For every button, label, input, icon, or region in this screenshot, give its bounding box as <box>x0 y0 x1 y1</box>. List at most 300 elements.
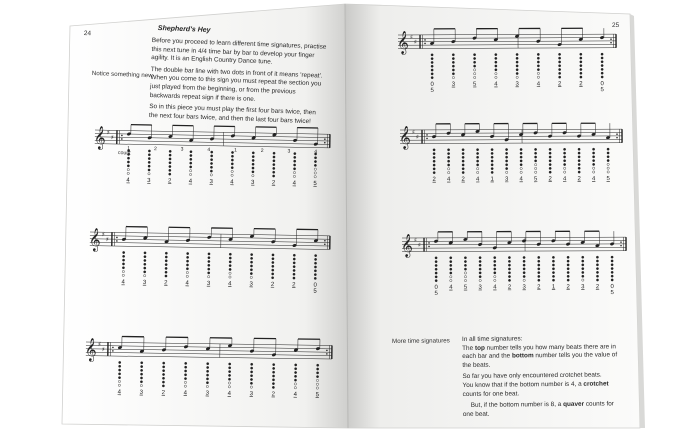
fingering-hole <box>450 264 452 266</box>
fingering-hole <box>119 361 121 363</box>
fingering-hole <box>611 279 613 281</box>
fingering-number: 5 <box>313 180 317 187</box>
fingering-number: 3 <box>249 281 253 288</box>
fingering-hole <box>250 257 252 259</box>
fingering-number: 2 <box>548 176 552 183</box>
fingering-hole <box>559 76 561 78</box>
fingering-hole <box>582 260 584 262</box>
fingering-hole <box>477 171 479 173</box>
count-number: 2 <box>260 147 264 155</box>
fingering-hole <box>189 170 191 172</box>
fingering-hole <box>462 152 464 154</box>
fingering-hole <box>578 160 580 162</box>
fingering-hole <box>567 256 569 258</box>
fingering-hole <box>537 57 539 59</box>
fingering-number: 5 <box>434 290 438 297</box>
fingering-hole <box>538 256 540 258</box>
fingering-hole <box>169 165 171 167</box>
fingering-hole <box>564 167 566 169</box>
fingering-hole <box>516 61 518 63</box>
fingering-hole <box>520 156 522 158</box>
fingering-hole <box>476 152 478 154</box>
fingering-hole <box>293 269 295 271</box>
treble-clef-icon: 𝄞 <box>400 232 413 258</box>
fingering-hole <box>140 381 142 383</box>
fingering-number: 5 <box>430 87 434 94</box>
fingering-hole <box>567 268 569 270</box>
fingering-hole <box>611 271 613 273</box>
fingering-hole <box>520 152 522 154</box>
fingering-number: 2 <box>164 280 168 287</box>
fingering-hole <box>580 61 582 63</box>
fingering-hole <box>473 57 475 59</box>
fingering-hole <box>127 161 129 163</box>
sharp-icon: ♯ <box>409 33 413 41</box>
fingering-hole <box>508 275 510 277</box>
fingering-hole <box>272 386 274 388</box>
fingering-number: 3 <box>581 284 585 291</box>
fingering-number: 4 <box>293 391 297 398</box>
fingering-hole <box>549 156 551 158</box>
fingering-hole <box>127 165 129 167</box>
fingering-hole <box>186 264 188 266</box>
fingering-hole <box>250 375 252 377</box>
fingering-hole <box>250 269 252 271</box>
sharp-icon: ♯ <box>106 129 110 137</box>
fingering-hole <box>558 53 560 55</box>
fingering-hole <box>272 254 274 256</box>
fingering-number: 0 <box>610 284 614 291</box>
fingering-hole <box>163 362 165 364</box>
fingering-hole <box>186 252 188 254</box>
fingering-hole <box>452 65 454 67</box>
fingering-hole <box>508 268 510 270</box>
fingering-hole <box>592 159 594 161</box>
fingering-hole <box>563 160 565 162</box>
fingering-hole <box>534 156 536 158</box>
fingering-hole <box>162 377 164 379</box>
fingering-hole <box>208 253 210 255</box>
fingering-hole <box>118 369 120 371</box>
fingering-hole <box>273 171 275 173</box>
fingering-number: 3 <box>505 176 509 183</box>
sharp-icon: ♯ <box>110 134 114 142</box>
fingering-hole <box>596 271 598 273</box>
intro-paragraph: Before you proceed to learn different time signatures, practise this next tune in 4/4 time bar by bar to develop your finger agility. It is an English Country Dance tune. <box>151 37 327 66</box>
fingering-hole <box>534 152 536 154</box>
fingering-hole <box>148 169 150 171</box>
sharp-icon: ♯ <box>414 38 417 46</box>
fingering-hole <box>229 363 231 365</box>
fingering-hole <box>479 276 481 278</box>
fingering-hole <box>207 276 209 278</box>
fingering-hole <box>272 371 274 373</box>
fingering-hole <box>549 163 551 165</box>
fingering-number: 4 <box>126 177 130 184</box>
fingering-hole <box>293 168 295 170</box>
fingering-hole <box>273 363 275 365</box>
fingering-hole <box>538 275 540 277</box>
fingering-hole <box>596 256 598 258</box>
fingering-hole <box>118 373 120 375</box>
fingering-hole <box>520 164 522 166</box>
fingering-hole <box>563 163 565 165</box>
count-number: 3 <box>287 148 291 155</box>
fingering-hole <box>476 164 478 166</box>
fingering-number: 3 <box>205 390 210 397</box>
sharp-icon: ♯ <box>97 341 101 349</box>
fingering-hole <box>523 260 525 262</box>
fingering-hole <box>520 160 522 162</box>
fingering-hole <box>186 260 188 262</box>
fingering-hole <box>169 158 171 160</box>
fingering-hole <box>252 174 254 176</box>
fingering-hole <box>464 276 466 278</box>
fingering-hole <box>447 152 449 154</box>
fingering-number: 2 <box>167 178 172 185</box>
fingering-hole <box>447 149 449 151</box>
fingering-hole <box>549 160 551 162</box>
fingering-hole <box>186 271 188 273</box>
fingering-hole <box>538 264 540 266</box>
fingering-number: 0 <box>313 282 317 289</box>
fingering-hole <box>229 264 231 266</box>
fingering-number: 4 <box>183 390 188 397</box>
fingering-hole <box>516 53 518 55</box>
fingering-hole <box>495 69 497 71</box>
fingering-hole <box>582 271 584 273</box>
fingering-hole <box>447 160 449 162</box>
fingering-hole <box>165 271 167 273</box>
fingering-hole <box>582 268 584 270</box>
fingering-hole <box>273 152 275 154</box>
fingering-hole <box>607 152 609 154</box>
fingering-hole <box>580 72 582 74</box>
fingering-hole <box>294 156 296 158</box>
fingering-hole <box>516 76 518 78</box>
fingering-hole <box>491 152 493 154</box>
fingering-hole <box>206 374 208 376</box>
fingering-number: 4 <box>230 179 234 186</box>
fingering-hole <box>165 267 167 269</box>
fingering-number: 2 <box>558 81 562 88</box>
fingering-hole <box>491 171 493 173</box>
fingering-hole <box>601 57 603 59</box>
fingering-hole <box>534 164 536 166</box>
fingering-hole <box>294 379 296 381</box>
fingering-number: 4 <box>494 81 498 88</box>
fingering-hole <box>435 261 437 263</box>
fingering-hole <box>294 160 296 162</box>
fingering-hole <box>580 53 582 55</box>
fingering-hole <box>186 275 188 277</box>
fingering-hole <box>229 268 231 270</box>
fingering-hole <box>316 375 318 377</box>
fingering-hole <box>169 154 171 156</box>
fingering-hole <box>250 378 252 380</box>
fingering-hole <box>433 149 435 151</box>
fingering-hole <box>435 257 437 259</box>
fingering-hole <box>271 277 273 279</box>
fingering-hole <box>495 72 497 74</box>
fingering-number: 2 <box>595 284 600 291</box>
fingering-hole <box>534 160 536 162</box>
fingering-hole <box>592 152 594 154</box>
fingering-hole <box>210 155 212 157</box>
fingering-hole <box>314 176 316 178</box>
fingering-hole <box>596 264 598 266</box>
fingering-hole <box>184 377 186 379</box>
fingering-hole <box>580 68 582 70</box>
fingering-hole <box>505 160 507 162</box>
treble-clef-icon: 𝄞 <box>396 29 409 55</box>
sharp-icon: ♯ <box>411 128 415 136</box>
fingering-hole <box>552 264 554 266</box>
fingering-hole <box>601 76 603 78</box>
fingering-hole <box>494 268 496 270</box>
fingering-hole <box>314 164 316 166</box>
fingering-hole <box>464 260 466 262</box>
fingering-hole <box>228 382 230 384</box>
fingering-hole <box>491 156 493 158</box>
fingering-hole <box>184 385 186 387</box>
fingering-number: 2 <box>161 390 166 397</box>
fingering-hole <box>473 65 475 67</box>
fingering-hole <box>231 170 233 172</box>
fingering-hole <box>144 263 146 265</box>
fingering-number: 5 <box>600 87 604 94</box>
treble-clef-icon: 𝄞 <box>93 124 106 150</box>
fingering-hole <box>208 264 210 266</box>
fingering-hole <box>450 257 452 259</box>
fingering-number: 2 <box>432 176 436 183</box>
fingering-hole <box>506 171 508 173</box>
info-paragraph-3: But, if the bottom number is 8, a quaver counts for one beat. <box>462 400 614 418</box>
fingering-number: 4 <box>447 176 451 183</box>
fingering-number: 2 <box>461 176 465 183</box>
fingering-number: 3 <box>139 389 144 396</box>
fingering-hole <box>494 272 496 274</box>
fingering-hole <box>231 155 233 157</box>
fingering-number: 5 <box>610 290 614 297</box>
fingering-number: 3 <box>249 391 253 398</box>
fingering-hole <box>252 167 254 169</box>
count-number: 4 <box>207 147 211 154</box>
fingering-hole <box>294 383 296 385</box>
fingering-hole <box>601 68 603 70</box>
fingering-hole <box>206 382 208 384</box>
fingering-hole <box>431 77 433 79</box>
fingering-number: 4 <box>563 176 567 183</box>
fingering-hole <box>535 171 537 173</box>
right-side-note: More time signatures <box>392 337 450 345</box>
fingering-hole <box>314 273 316 275</box>
fingering-hole <box>316 383 318 385</box>
fingering-number: 5 <box>473 81 477 88</box>
fingering-hole <box>207 363 209 365</box>
fingering-hole <box>294 371 296 373</box>
fingering-hole <box>450 276 452 278</box>
fingering-hole <box>495 57 497 59</box>
fingering-hole <box>447 156 449 158</box>
fingering-hole <box>231 163 233 165</box>
fingering-hole <box>169 169 171 171</box>
fingering-hole <box>314 157 316 159</box>
fingering-hole <box>433 160 435 162</box>
fingering-hole <box>596 279 598 281</box>
sharp-icon: ♯ <box>416 133 419 141</box>
fingering-hole <box>505 152 507 154</box>
left-page-number: 24 <box>83 30 92 38</box>
fingering-hole <box>431 73 433 75</box>
fingering-hole <box>140 377 142 379</box>
fingering-hole <box>206 385 208 387</box>
bars-paragraph: So in this piece you must play the first four bars twice, then the next four bars twice, and then the last four bars twice! <box>148 103 316 125</box>
fingering-hole <box>143 275 145 277</box>
fingering-hole <box>140 373 142 375</box>
fingering-hole <box>208 260 210 262</box>
fingering-number: 2 <box>537 284 541 291</box>
fingering-hole <box>462 160 464 162</box>
fingering-hole <box>520 167 522 169</box>
fingering-hole <box>601 61 603 63</box>
fingering-number: 2 <box>271 180 276 187</box>
fingering-hole <box>184 381 186 383</box>
fingering-hole <box>452 73 454 75</box>
fingering-hole <box>491 148 493 150</box>
fingering-hole <box>520 148 522 150</box>
fingering-hole <box>122 270 124 272</box>
fingering-hole <box>118 377 120 379</box>
fingering-hole <box>127 157 129 159</box>
fingering-hole <box>592 163 594 165</box>
fingering-hole <box>607 148 609 150</box>
fingering-hole <box>250 276 252 278</box>
fingering-hole <box>448 168 450 170</box>
fingering-hole <box>474 76 476 78</box>
fingering-hole <box>229 272 231 274</box>
fingering-hole <box>549 148 551 150</box>
fingering-hole <box>314 277 316 279</box>
fingering-hole <box>272 175 274 177</box>
fingering-hole <box>450 272 452 274</box>
fingering-hole <box>464 272 466 274</box>
fingering-hole <box>495 61 497 63</box>
fingering-hole <box>294 152 296 154</box>
fingering-hole <box>433 168 435 170</box>
fingering-hole <box>250 261 252 263</box>
fingering-hole <box>210 170 212 172</box>
fingering-hole <box>516 57 518 59</box>
fingering-hole <box>452 57 454 59</box>
fingering-hole <box>433 164 435 166</box>
fingering-hole <box>251 363 253 365</box>
time-signature-info <box>462 334 623 422</box>
fingering-hole <box>314 266 316 268</box>
fingering-hole <box>462 164 464 166</box>
fingering-hole <box>505 164 507 166</box>
fingering-number: 3 <box>515 81 519 88</box>
fingering-hole <box>559 72 561 74</box>
fingering-number: 2 <box>292 282 296 289</box>
fingering-hole <box>563 148 565 150</box>
fingering-hole <box>495 76 497 78</box>
fingering-hole <box>494 275 496 277</box>
fingering-hole <box>127 172 129 174</box>
fingering-hole <box>578 156 580 158</box>
fingering-hole <box>580 76 582 78</box>
fingering-hole <box>435 272 437 274</box>
fingering-hole <box>293 258 295 260</box>
fingering-hole <box>210 174 212 176</box>
fingering-hole <box>552 268 554 270</box>
fingering-hole <box>479 268 481 270</box>
fingering-hole <box>523 256 525 258</box>
fingering-number: 1 <box>490 176 494 183</box>
fingering-hole <box>578 163 580 165</box>
fingering-number: 4 <box>592 176 596 183</box>
fingering-hole <box>567 279 569 281</box>
right-page-number: 25 <box>612 21 620 29</box>
fingering-hole <box>523 268 525 270</box>
fingering-hole <box>127 168 129 170</box>
fingering-number: 4 <box>292 180 297 187</box>
fingering-hole <box>508 272 510 274</box>
fingering-hole <box>185 362 187 364</box>
fingering-hole <box>228 370 230 372</box>
fingering-hole <box>431 58 433 60</box>
fingering-hole <box>476 149 478 151</box>
fingering-hole <box>250 253 252 255</box>
fingering-hole <box>169 150 171 152</box>
fingering-hole <box>433 153 435 155</box>
fingering-hole <box>534 148 536 150</box>
fingering-hole <box>165 252 167 254</box>
fingering-hole <box>162 373 164 375</box>
fingering-hole <box>479 279 481 281</box>
fingering-hole <box>122 263 124 265</box>
fingering-hole <box>593 171 595 173</box>
fingering-hole <box>165 275 167 277</box>
fingering-hole <box>473 54 475 56</box>
fingering-hole <box>272 269 274 271</box>
fingering-hole <box>508 279 510 281</box>
fingering-hole <box>316 368 318 370</box>
fingering-hole <box>272 367 274 369</box>
fingering-hole <box>252 163 254 165</box>
fingering-hole <box>611 275 613 277</box>
fingering-number: 4 <box>228 281 232 288</box>
fingering-number: 4 <box>227 390 231 398</box>
fingering-hole <box>294 368 296 370</box>
fingering-hole <box>476 160 478 162</box>
fingering-hole <box>552 260 554 262</box>
fingering-hole <box>141 362 143 364</box>
sharp-icon: ♯ <box>101 346 105 354</box>
fingering-hole <box>316 387 318 389</box>
fingering-hole <box>479 272 481 274</box>
sharp-icon: ♯ <box>418 241 421 249</box>
fingering-hole <box>596 260 598 262</box>
fingering-hole <box>250 382 252 384</box>
sharp-icon: ♯ <box>105 236 109 244</box>
fingering-hole <box>148 165 150 167</box>
fingering-hole <box>474 73 476 75</box>
fingering-hole <box>293 277 295 279</box>
fingering-number: 2 <box>507 284 512 291</box>
fingering-hole <box>523 275 525 277</box>
fingering-hole <box>537 65 539 67</box>
